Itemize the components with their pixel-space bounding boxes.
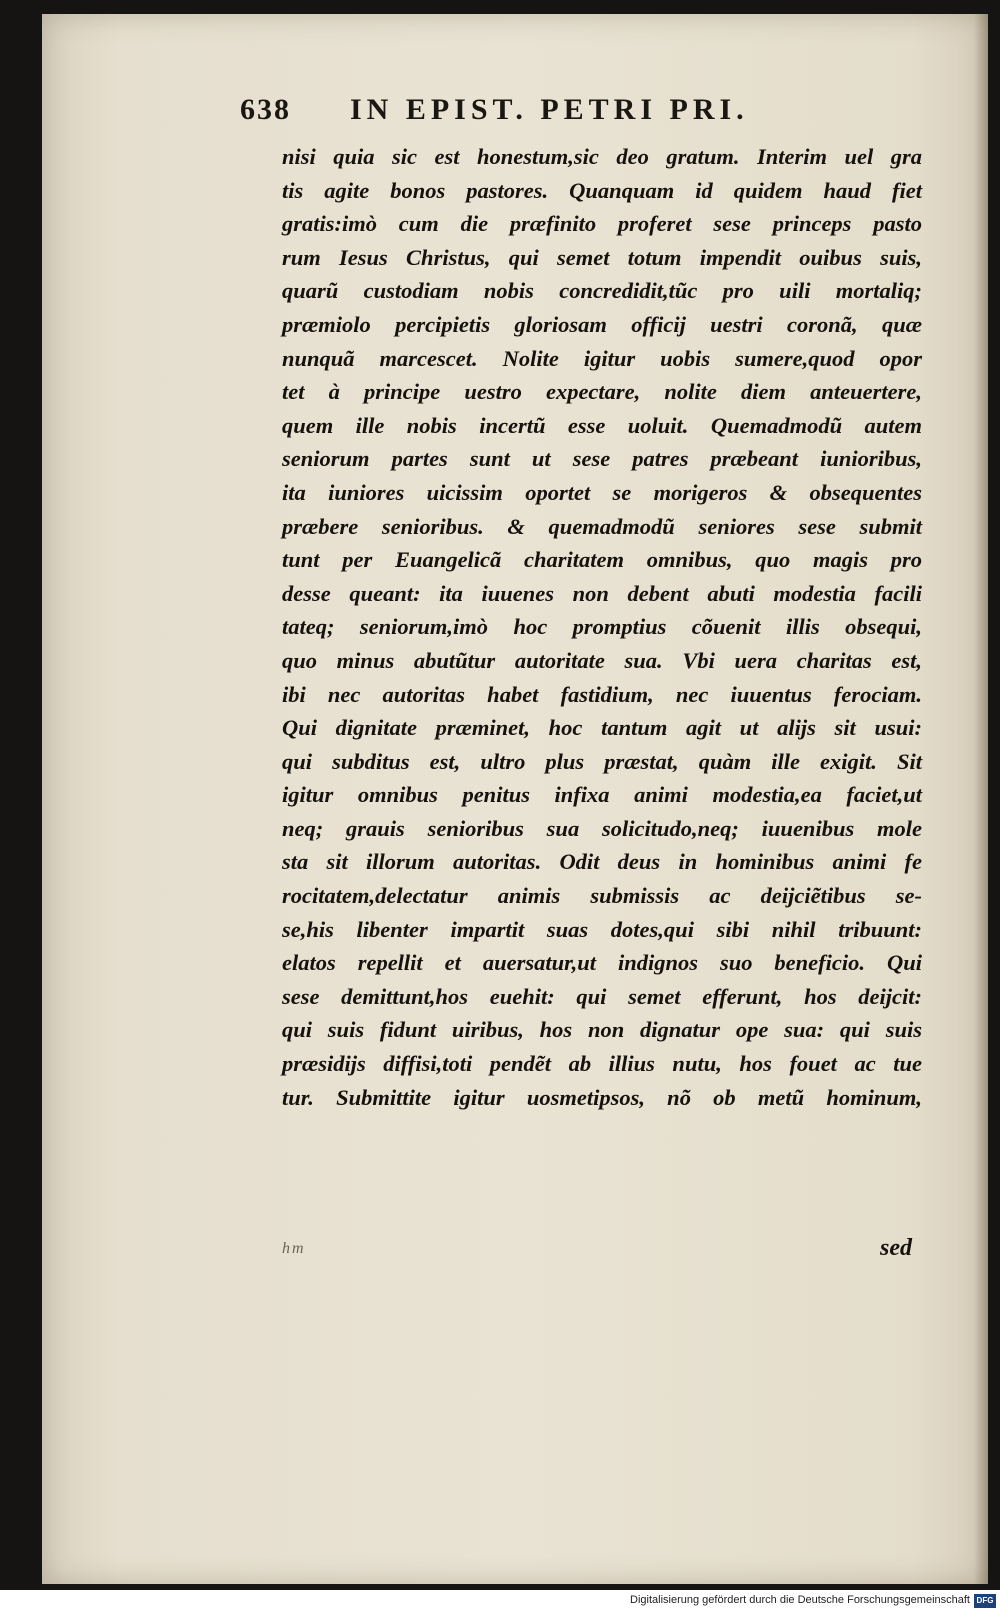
text-line: igitur omnibus penitus infixa animi modestia,ea faciet,ut <box>282 782 922 808</box>
text-line: quo minus abutũtur autoritate sua. Vbi uera charitas est, <box>282 647 922 673</box>
text-line: tet à principe uestro expectare, nolite diem anteuertere, <box>282 379 922 405</box>
text-line: præmiolo percipietis gloriosam officij uestri coronã, quæ <box>282 311 922 337</box>
text-line: præbere senioribus. & quemadmodũ seniores sese submit <box>282 513 922 539</box>
text-line: elatos repellit et auersatur,ut indignos suo beneficio. Qui <box>282 950 922 976</box>
text-line: se,his libenter impartit suas dotes,qui sibi nihil tribuunt: <box>282 916 922 942</box>
text-line: qui suis fidunt uiribus, hos non dignatur ope sua: qui suis <box>282 1017 922 1043</box>
text-line: tur. Submittite igitur uosmetipsos, nõ ob metũ hominum, <box>282 1084 922 1110</box>
text-line: quarũ custodiam nobis concredidit,tũc pro uili mortaliq; <box>282 278 922 304</box>
text-line: neq; grauis senioribus sua solicitudo,neq; iuuenibus mole <box>282 815 922 841</box>
text-line: rum Iesus Christus, qui semet totum impendit ouibus suis, <box>282 244 922 270</box>
margin-mark: hm <box>282 1240 306 1257</box>
text-line: tateq; seniorum,imò hoc promptius cõuenit illis obsequi, <box>282 614 922 640</box>
text-line: seniorum partes sunt ut sese patres præbeant iunioribus, <box>282 446 922 472</box>
text-line: Qui dignitate præminet, hoc tantum agit ut alijs sit usui: <box>282 715 922 741</box>
text-line: desse queant: ita iuuenes non debent abuti modestia facili <box>282 580 922 606</box>
page-header <box>240 93 860 133</box>
page-number: 638 <box>240 93 291 126</box>
dfg-logo-icon: DFG <box>974 1594 996 1608</box>
footer-bar <box>0 1590 1000 1613</box>
text-line: sese demittunt,hos euehit: qui semet efferunt, hos deijcit: <box>282 983 922 1009</box>
body-text <box>282 140 922 1114</box>
text-line: nunquã marcescet. Nolite igitur uobis sumere,quod opor <box>282 345 922 371</box>
text-line: sta sit illorum autoritas. Odit deus in hominibus animi fe <box>282 849 922 875</box>
text-line: nisi quia sic est honestum,sic deo gratum. Interim uel gra <box>282 144 922 169</box>
running-head: IN EPIST. PETRI PRI. <box>350 93 749 126</box>
footer-credit: Digitalisierung gefördert durch die Deutsche Forschungsgemeinschaft <box>630 1594 970 1606</box>
text-line: qui subditus est, ultro plus præstat, quàm ille exigit. Sit <box>282 748 922 774</box>
text-line: quem ille nobis incertũ esse uoluit. Quemadmodũ autem <box>282 412 922 438</box>
text-line: tis agite bonos pastores. Quanquam id quidem haud fiet <box>282 177 922 203</box>
text-line: ita iuniores uicissim oportet se morigeros & obsequentes <box>282 479 922 505</box>
catchword: sed <box>880 1235 912 1261</box>
text-line: tunt per Euangelicã charitatem omnibus, quo magis pro <box>282 547 922 573</box>
text-line: gratis:imò cum die præfinito proferet sese princeps pasto <box>282 211 922 237</box>
text-line: præsidijs diffisi,toti pendẽt ab illius nutu, hos fouet ac tue <box>282 1051 922 1077</box>
text-line: rocitatem,delectatur animis submissis ac deijciẽtibus se- <box>282 883 922 909</box>
text-line: ibi nec autoritas habet fastidium, nec iuuentus ferociam. <box>282 681 922 707</box>
